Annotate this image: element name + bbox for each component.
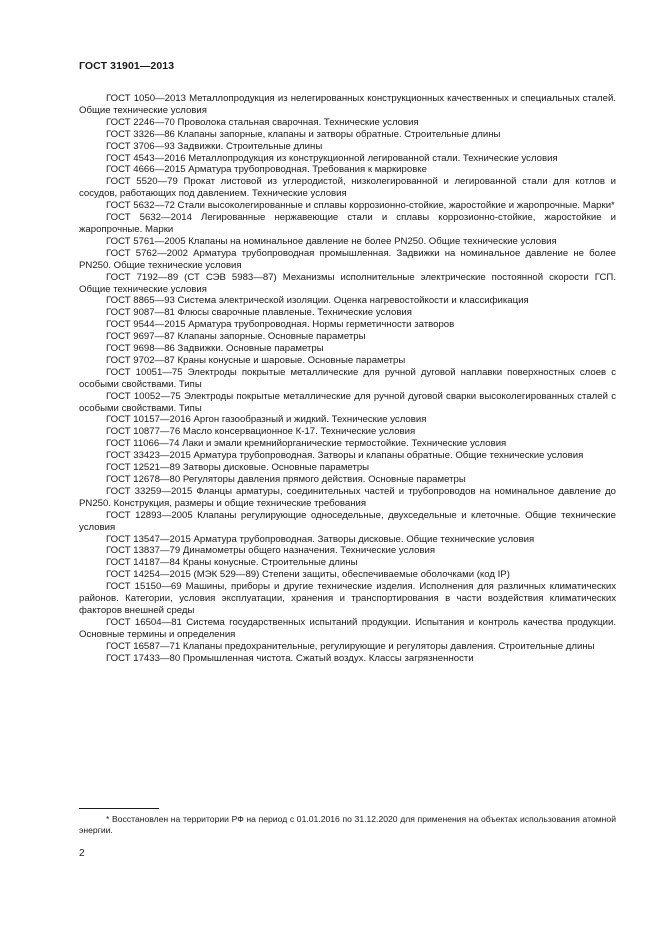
reference-item: ГОСТ 5632—72 Стали высоколегированные и сплавы коррозионно-стойкие, жаростойкие и жаропрочные. Марки* [106,200,615,212]
reference-item: ГОСТ 5761—2005 Клапаны на номинальное давление не более PN250. Общие технические условия [106,235,557,247]
page-number: 2 [79,848,85,859]
reference-item: ГОСТ 4666—2015 Арматура трубопроводная. Требования к маркировке [106,164,427,176]
reference-item: ГОСТ 5762—2002 Арматура трубопроводная промышленная. Задвижки на номинальное давление не более PN250. Общие технические условия [79,247,616,271]
footnote: * Восстановлен на территории РФ на период с 01.01.2016 по 31.12.2020 для применения на объектах использования атомной энергии. [79,814,616,835]
reference-item: ГОСТ 4543—2016 Металлопродукция из конструкционной легированной стали. Технические условия [106,152,558,164]
reference-item: ГОСТ 10877—76 Масло консервационное К-17. Технические условия [106,426,416,438]
reference-item: ГОСТ 12893—2005 Клапаны регулирующие односедельные, двухседельные и клеточные. Общие технические условия [79,509,616,533]
reference-item: ГОСТ 3326—86 Клапаны запорные, клапаны и затворы обратные. Строительные длины [106,128,501,140]
reference-item: ГОСТ 8865—93 Система электрической изоляции. Оценка нагревостойкости и классификация [106,295,529,307]
page-header-title: ГОСТ 31901—2013 [79,60,175,72]
reference-item: ГОСТ 16504—81 Система государственных испытаний продукции. Испытания и контроль качества продукции. Основные термины и определения [79,616,616,640]
reference-item: ГОСТ 9087—81 Флюсы сварочные плавленые. Технические условия [106,307,412,319]
reference-item: ГОСТ 9697—87 Клапаны запорные. Основные параметры [106,331,366,343]
reference-item: ГОСТ 10051—75 Электроды покрытые металлические для ручной дуговой наплавки поверхностных слоев с особыми свойствами. Типы [79,366,616,390]
normative-references-list [79,93,616,665]
reference-item: ГОСТ 12678—80 Регуляторы давления прямого действия. Основные параметры [106,474,466,485]
reference-item: ГОСТ 5520—79 Прокат листовой из углеродистой, низколегированной и легированной стали для котлов и сосудов, работающих под давлением. Технические условия [79,176,616,200]
reference-item: ГОСТ 14187—84 Краны конусные. Строительные длины [106,557,358,569]
reference-item: ГОСТ 15150—69 Машины, приборы и другие технические изделия. Исполнения для различных климатических районов. Категории, условия эксплуатации, хранения и транспортирования в части воздействия климатических факторов внешней среды [79,581,616,616]
reference-item: ГОСТ 13837—79 Динамометры общего назначения. Технические условия [106,545,436,557]
reference-item: ГОСТ 33259—2015 Фланцы арматуры, соединительных частей и трубопроводов на номинальное давление до PN250. Конструкция, размеры и общие технические требования [79,485,616,509]
reference-item: ГОСТ 17433—80 Промышленная чистота. Сжатый воздух. Классы загрязненности [106,652,474,664]
reference-item: ГОСТ 7192—89 (СТ СЭВ 5983—87) Механизмы исполнительные электрические постоянной скорости ГСП. Общие технические условия [79,271,616,295]
reference-item: ГОСТ 9702—87 Краны конусные и шаровые. Основные параметры [106,354,406,366]
reference-item: ГОСТ 33423—2015 Арматура трубопроводная. Затворы и клапаны обратные. Общие технические условия [106,450,584,462]
reference-item: ГОСТ 9698—86 Задвижки. Основные параметры [106,343,324,355]
reference-item: ГОСТ 5632—2014 Легированные нержавеющие стали и сплавы коррозионно-стойкие, жаростойкие и жаропрочные. Марки [79,212,616,235]
reference-item: ГОСТ 16587—71 Клапаны предохранительные, регулирующие и регуляторы давления. Строительные длины [106,640,595,652]
reference-item: ГОСТ 10157—2016 Аргон газообразный и жидкий. Технические условия [106,414,427,426]
reference-item: ГОСТ 10052—75 Электроды покрытые металлические для ручной дуговой сварки высоколегированных сталей с особыми свойствами. Типы [79,390,616,414]
reference-item: ГОСТ 13547—2015 Арматура трубопроводная. Затворы дисковые. Общие технические условия [106,533,535,545]
footnote-divider [79,808,159,809]
reference-item: ГОСТ 3706—93 Задвижки. Строительные длины [106,140,323,152]
reference-item: ГОСТ 12521—89 Затворы дисковые. Основные параметры [106,462,370,474]
reference-item: ГОСТ 1050—2013 Металлопродукция из нелегированных конструкционных качественных и специальных сталей. Общие технические условия [79,93,616,116]
reference-item: ГОСТ 14254—2015 (МЭК 529—89) Степени защиты, обеспечиваемые оболочками (код IP) [106,569,510,581]
reference-item: ГОСТ 2246—70 Проволока стальная сварочная. Технические условия [106,116,419,128]
reference-item: ГОСТ 9544—2015 Арматура трубопроводная. Нормы герметичности затворов [106,319,455,331]
reference-item: ГОСТ 11066—74 Лаки и эмали кремнийорганические термостойкие. Технические условия [106,438,507,450]
